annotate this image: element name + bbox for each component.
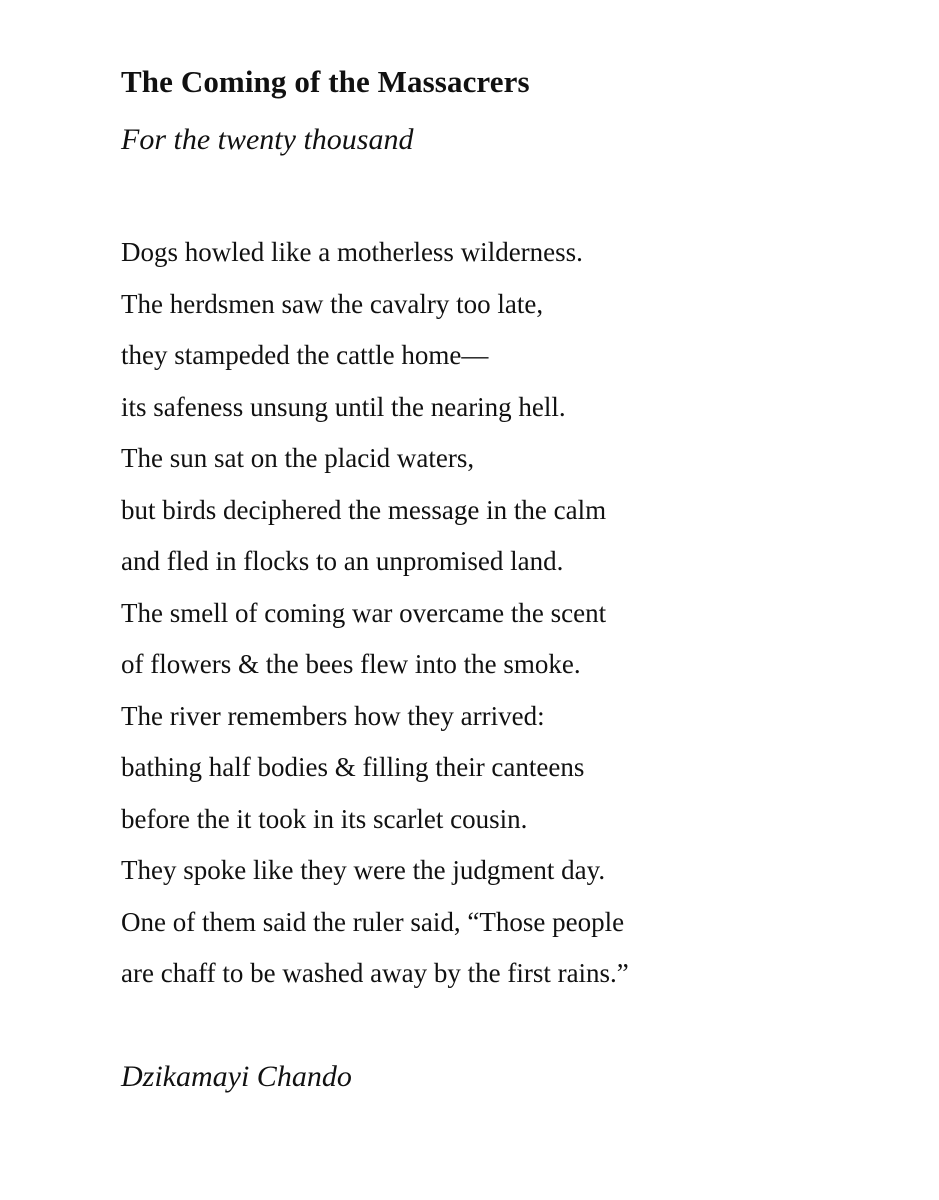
poem-line: are chaff to be washed away by the first rains.”: [121, 958, 629, 988]
poem-author: Dzikamayi Chando: [121, 1060, 352, 1093]
poem-body: [121, 230, 629, 1003]
poem-line: of flowers & the bees flew into the smoke.: [121, 649, 581, 679]
poem-line: they stampeded the cattle home—: [121, 340, 489, 370]
poem-title: The Coming of the Massacrers: [121, 64, 530, 99]
poem-line: its safeness unsung until the nearing hell.: [121, 391, 566, 422]
poem-line: but birds deciphered the message in the calm: [121, 494, 607, 525]
poem-line: and fled in flocks to an unpromised land.: [121, 546, 564, 576]
poem-line: The herdsmen saw the cavalry too late,: [121, 288, 544, 319]
poem-line: The sun sat on the placid waters,: [121, 443, 475, 473]
poem-line: before the it took in its scarlet cousin.: [121, 803, 528, 834]
poem-line: One of them said the ruler said, “Those people: [121, 906, 625, 937]
poem-line: bathing half bodies & filling their canteens: [121, 752, 585, 782]
poem-line: Dogs howled like a motherless wilderness.: [121, 237, 583, 267]
poem-line: They spoke like they were the judgment day.: [121, 855, 606, 885]
poem-line: The river remembers how they arrived:: [121, 700, 545, 731]
poem-line: The smell of coming war overcame the scent: [121, 597, 607, 628]
poem-dedication: For the twenty thousand: [121, 123, 414, 156]
